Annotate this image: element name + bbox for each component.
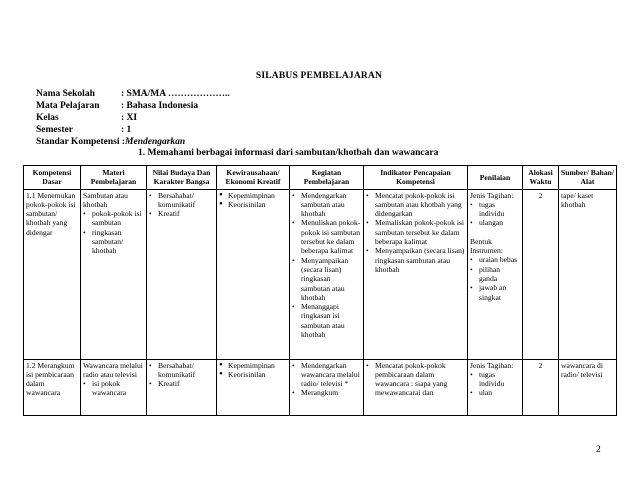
- competency-heading: 1. Memahami berbagai informasi dari sambutan/khotbah dan wawancara: [138, 148, 439, 158]
- cell-kegiatan: [290, 189, 364, 359]
- penilaian-bentuk: Bentuk Instrumen:: [470, 236, 503, 256]
- cell-kd: 1.1 Menemukan pokok-pokok isi sambutan/ khotbah yang didengar: [24, 189, 81, 359]
- info-label: Nama Sekolah: [36, 89, 95, 99]
- list-item: • Menuliskan pokok-pokok isi sambutan tersebut ke dalam beberapa kalimat: [292, 218, 361, 255]
- cell-kegiatan: [290, 359, 364, 415]
- list-item: • Memaliskan pokok-pokok isi sambutan tersebut ke dalam beberapa kalimat: [366, 218, 465, 246]
- standard-label: Standar Kompetensi :: [36, 137, 126, 147]
- standard-value: Mendengarkan: [125, 137, 186, 147]
- header-cell: Kegiatan Pembelajaran: [290, 166, 364, 190]
- list-item: • isi pokok wawancara: [83, 379, 144, 398]
- cell-alokasi: 2: [523, 359, 559, 415]
- list-item: • Bersahabat/ komunikatif: [149, 191, 214, 210]
- header-cell: Kewirausahaan/ Ekonomi Kreatif: [217, 166, 290, 190]
- page-title: SILABUS PEMBELAJARAN: [255, 71, 383, 81]
- list-item: • Mendengarkan wawancara melalui radio/ televisi *: [292, 361, 361, 389]
- list-item: • Kreatif: [149, 379, 214, 388]
- cell-alokasi: 2: [523, 189, 559, 359]
- header-cell: Sumber/ Bahan/ Alat: [559, 166, 617, 190]
- info-label: Semester: [36, 125, 73, 135]
- penilaian-jenis: Jenis Tagihan:: [470, 190, 514, 200]
- cell-sumber: tape/ kaset khotbah: [559, 189, 617, 359]
- list-item: • tugas individu: [470, 200, 520, 219]
- cell-penilaian: [468, 359, 523, 415]
- list-item: • Mencatat pokok-pokok pembicaraan dalam wawancara : siapa yang mewawancarai dan: [366, 361, 465, 398]
- list-item: • Merangkum: [292, 388, 361, 397]
- list-item: • pokok-pokok isi sambutan: [83, 209, 144, 228]
- list-item: • Mencatat pokok-pokok isi sambutan atau khotbah yang didengarkan: [366, 191, 465, 219]
- list-item: • Kreatif: [149, 209, 214, 218]
- list-item: • Kepemimpinan: [219, 361, 287, 370]
- info-row-semester: [36, 124, 230, 136]
- list-item: • ulan: [470, 388, 520, 397]
- table-header-row: [24, 166, 617, 190]
- info-value: : Bahasa Indonesia: [121, 101, 199, 111]
- info-row-standard: [36, 136, 230, 148]
- info-value: : 1: [121, 125, 132, 135]
- list-item: • Keorisinilan: [219, 200, 287, 209]
- list-item: • Menyampaikan (secara lisan) ringkasan sambutan atau khotbah: [366, 246, 465, 274]
- cell-indikator: [364, 359, 468, 415]
- header-cell: Materi Pembelajaran: [81, 166, 147, 190]
- materi-text: Sambutan atau khotbah: [83, 190, 128, 209]
- info-value: : SMA/MA ………………..: [121, 89, 230, 99]
- cell-nilai: [147, 359, 217, 415]
- header-cell: Penilaian: [468, 166, 523, 190]
- list-item: • Bersahabat/ komunikatif: [149, 361, 214, 380]
- list-item: • tugas individu: [470, 370, 520, 389]
- penilaian-jenis: Jenis Tagihan:: [470, 360, 514, 370]
- table-row: [24, 189, 617, 359]
- header-cell: Nilai Budaya Dan Karakter Bangsa: [147, 166, 217, 190]
- list-item: • ringkasan sambutan/ khotbah: [83, 228, 144, 256]
- list-item: • Keorisinilan: [219, 370, 287, 379]
- list-item: • uraian bebas: [470, 255, 520, 264]
- table-row: [24, 359, 617, 415]
- syllabus-table: [23, 165, 617, 416]
- cell-indikator: [364, 189, 468, 359]
- list-item: • ulangan: [470, 218, 520, 227]
- list-item: • Mendengarkan sambutan atau khotbah: [292, 191, 361, 219]
- cell-nilai: [147, 189, 217, 359]
- list-item: • Menanggapi ringkasan isi sambutan atau khotbah: [292, 302, 361, 339]
- cell-materi: [81, 359, 147, 415]
- cell-materi: [81, 189, 147, 359]
- cell-kewirausahaan: [217, 359, 290, 415]
- info-row-subject: [36, 100, 230, 112]
- list-item: • jawab an singkat: [470, 283, 520, 302]
- info-label: Kelas: [36, 113, 59, 123]
- cell-sumber: wawancara di radio/ televisi: [559, 359, 617, 415]
- list-item: • Menyampaikan (secara lisan) ringkasan sambutan atau khotbah: [292, 256, 361, 302]
- header-cell: Alokasi Waktu: [523, 166, 559, 190]
- header-cell: Kompetensi Dasar: [24, 166, 81, 190]
- cell-kd: 1.2 Merangkum isi pembicaraan dalam wawancara: [24, 359, 81, 415]
- list-item: • pilihan ganda: [470, 265, 520, 284]
- info-row-school: [36, 88, 230, 100]
- cell-kewirausahaan: [217, 189, 290, 359]
- cell-penilaian: [468, 189, 523, 359]
- info-row-class: [36, 112, 230, 124]
- info-label: Mata Pelajaran: [36, 101, 100, 111]
- info-value: : XI: [121, 113, 138, 123]
- materi-text: Wawancara melalui radio atau televisi: [83, 360, 143, 379]
- page-number: 2: [596, 445, 601, 455]
- school-info: [36, 88, 230, 148]
- header-cell: Indikator Pencapaian Kompetensi: [364, 166, 468, 190]
- list-item: • Kepemimpinan: [219, 191, 287, 200]
